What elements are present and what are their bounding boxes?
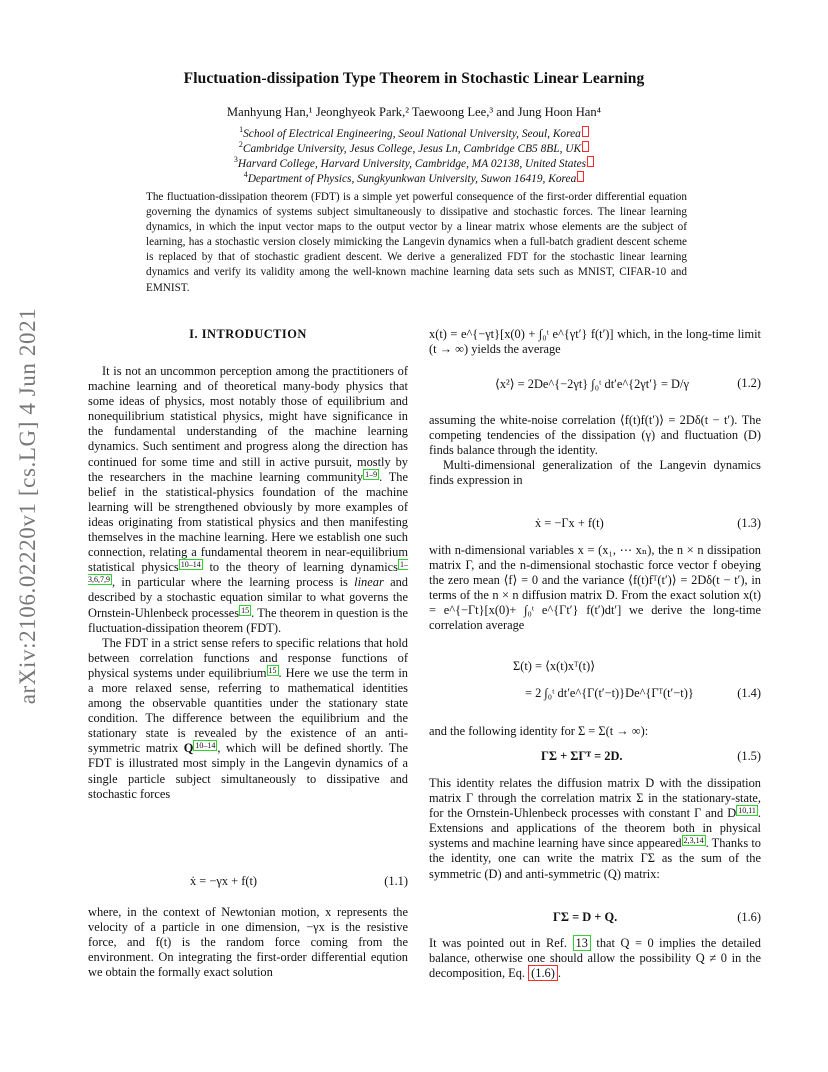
- right-column-text-5: [429, 936, 761, 981]
- intro-paragraph-2: The FDT in a strict sense refers to specific relations that hold between correlation functions and response functions of physical systems under equilibrium $^{15}$ . Here we use the term in a more relaxed sense, referring to mathematical identities among the observable quantities under the stationary state condition. The difference between the equilibrium and the stationary state is revealed by the existence of an anti-symmetric matrix Q $^{10-14}$ , which will be defined shortly. The FDT is illustrated most simply in the Langevin dynamics of a single particle subject simultaneously to dissipative and stochastic forces: [88, 635, 408, 801]
- left-column-text-2: [88, 905, 408, 980]
- footnote-link[interactable]: [577, 171, 584, 182]
- footnote-link[interactable]: [582, 126, 589, 137]
- equation-number: (1.1): [384, 874, 408, 888]
- citation-link[interactable]: 10,11: [738, 806, 756, 816]
- equation-body: ẋ = −γx + f(t): [190, 874, 258, 888]
- abstract: The fluctuation-dissipation theorem (FDT) is a simple yet powerful consequence of the first-order differential equation governing the dynamics of systems subject simultaneously to dissipative and stochastic forces. The linear learning dynamics, in which the input vector maps to the output vector by a linear matrix whose elements are the subject of learning, has a stochastic version closely mimicking the Langevin dynamics when a full-batch gradient descent scheme is replaced by that of stochastic gradient descent. We derive a generalized FDT for the stochastic linear learning dynamics and verify its validity among the well-known machine learning data sets such as MNIST, CIFAR-10 and EMNIST.: [146, 191, 687, 294]
- matrix-symbol: Q: [183, 741, 194, 756]
- equation-number: (1.5): [737, 749, 761, 763]
- citation-link[interactable]: 1–3,6,7,9: [88, 560, 408, 585]
- equation-1-4b: [429, 686, 761, 710]
- paragraph-detailed-balance: It was pointed out in Ref. 13 that Q = 0 implies the detailed balance, otherwise one should allow the possibility Q ≠ 0 in the decomposition, Eq. (1.6) .: [429, 936, 761, 981]
- right-column-top: [429, 327, 761, 357]
- equation-number: (1.4): [737, 686, 761, 700]
- author-list: Manhyung Han,¹ Jeonghyeok Park,² Taewoong Lee,³ and Jung Hoon Han⁴: [226, 105, 602, 119]
- paragraph-multidim: Multi-dimensional generalization of the Langevin dynamics finds expression in: [429, 458, 761, 488]
- equation-1-3: [429, 516, 761, 534]
- equation-number: (1.6): [737, 910, 761, 924]
- paragraph-identity: and the following identity for Σ = Σ(t → ∞):: [429, 724, 649, 738]
- equation-1-2: [429, 376, 761, 400]
- citation-link[interactable]: 15: [241, 605, 250, 615]
- equation-number: (1.2): [737, 376, 761, 390]
- equation-1-6: [429, 910, 761, 928]
- equation-body: Σ(t) = ⟨x(t)xᵀ(t)⟩: [513, 659, 596, 673]
- affiliation-sup: 2: [238, 140, 243, 149]
- citation-link[interactable]: 15: [268, 665, 277, 675]
- footnote-link[interactable]: [587, 156, 594, 167]
- paragraph-variables: with n-dimensional variables x = (x₁, ⋯ xₙ), the n × n dissipation matrix Γ, and the n-dimensional stochastic force vector f obeying the zero mean ⟨f⟩ = 0 and the variance ⟨f(t)fᵀ(t′)⟩ = 2Dδ(t − t′), in terms of the n × n diffusion matrix D. From the exact solution x(t) = e^{−Γt}[x(0)+ ∫₀ᵗ e^{Γt′} f(t′)dt′] we derive the long-time correlation average: [429, 543, 761, 633]
- paper-title: Fluctuation-dissipation Type Theorem in Stochastic Linear Learning: [183, 70, 645, 87]
- emphasis-linear: linear: [354, 575, 384, 590]
- affiliation-text: School of Electrical Engineering, Seoul National University, Seoul, Korea: [243, 127, 581, 140]
- paragraph-white-noise: assuming the white-noise correlation ⟨f(t)f(t′)⟩ = 2Dδ(t − t′). The competing tendencies of the dissipation (γ) and fluctuation (D) finds balance through the identity.: [429, 413, 761, 458]
- arxiv-id: arXiv:2106.02220v1 [cs.LG] 4 Jun 2021: [15, 307, 40, 705]
- equation-body: ΓΣ = D + Q.: [553, 910, 618, 924]
- affiliation-text: Harvard College, Harvard University, Cambridge, MA 02138, United States: [237, 157, 587, 170]
- affiliation-sup: 3: [233, 155, 238, 164]
- right-column-text-3: [429, 724, 761, 739]
- right-column-text-4: [429, 776, 761, 882]
- equation-body: ⟨x²⟩ = 2De^{−2γt} ∫₀ᵗ dt′e^{2γt′} = D/γ: [495, 377, 689, 391]
- arxiv-stamp: [8, 296, 48, 716]
- equation-body: ẋ = −Γx + f(t): [535, 516, 604, 530]
- paragraph-diffusion: This identity relates the diffusion matrix D with the dissipation matrix Γ through the correlation matrix Σ in the stationary-state, for the Ornstein-Uhlenbeck processes with constant Γ and D $^{10,11}$ . Extensions and applications of the theorem both in physical systems and machine learning have since appeared $^{2,3,14}$ . Thanks to the identity, one can write the matrix ΓΣ as the sum of the symmetric (D) and anti-symmetric (Q) matrix:: [429, 776, 762, 881]
- citation-link[interactable]: 10–14: [180, 560, 201, 570]
- equation-number: (1.3): [737, 516, 761, 530]
- equation-body: = 2 ∫₀ᵗ dt′e^{Γ(t′−t)}De^{Γᵀ(t′−t)}: [525, 686, 694, 700]
- equation-1-1: [88, 874, 408, 892]
- section-heading: I. INTRODUCTION: [189, 327, 307, 341]
- reference-link[interactable]: 13: [573, 935, 591, 951]
- right-column-text-2: [429, 543, 761, 634]
- affiliation-text: Department of Physics, Sungkyunkwan University, Suwon 16419, Korea: [247, 172, 577, 185]
- equation-link[interactable]: (1.6): [528, 965, 558, 981]
- citation-link[interactable]: 2,3,14: [683, 836, 704, 846]
- equation-1-5: [429, 749, 761, 767]
- right-column-text-1: [429, 413, 761, 488]
- solution-line: x(t) = e^{−γt}[x(0) + ∫₀ᵗ e^{γt′} f(t′)] which, in the long-time limit (t → ∞) yields the average: [429, 327, 761, 357]
- affiliation-4: [0, 167, 828, 187]
- citation-link[interactable]: 10–14: [195, 741, 216, 751]
- footnote-link[interactable]: [582, 141, 589, 152]
- intro-paragraph-3: where, in the context of Newtonian motion, x represents the velocity of a particle in one dimension, −γx is the resistive force, and f(t) is the random force coming from the environment. On integrating the first-order differential eqution we obtain the formally exact solution: [88, 905, 408, 980]
- equation-body: ΓΣ + ΣΓᵀ = 2D.: [541, 749, 623, 763]
- affiliation-sup: 1: [239, 125, 244, 134]
- affiliation-sup: 4: [243, 170, 248, 179]
- equation-1-4a: [429, 658, 761, 676]
- intro-paragraph-1: It is not an uncommon perception among the practitioners of machine learning and of theoretical many-body physics that some ideas of physics, most notably those of equilibrium and nonequilibrium statistical physics, might have significance in the fundamental understanding of the machine learning dynamics. Such sentiment and progress along the direction has continued for some time and still in active pursuit, mostly by the researchers in the machine learning community $^{1-9}$ . The belief in the statistical-physics foundation of the machine learning will be strengthened obviously by more examples of ideas originating from statistical physics and then manifesting themselves in the machine learning. Here we establish one such connection, relating a fundamental theorem in near-equilibrium statistical physics $^{10-14}$ to the theory of learning dynamics $^{1-3,6,7,9}$ , in particular where the learning process is linear and described by a stochastic equation similar to what governs the Ornstein-Uhlenbeck processes $^{15}$ . The theorem in question is the fluctuation-dissipation theorem (FDT).: [88, 364, 408, 635]
- affiliation-text: Cambridge University, Jesus College, Jesus Ln, Cambridge CB5 8BL, UK: [242, 142, 582, 155]
- left-column-text: [88, 364, 408, 802]
- citation-link[interactable]: 1–9: [365, 469, 378, 479]
